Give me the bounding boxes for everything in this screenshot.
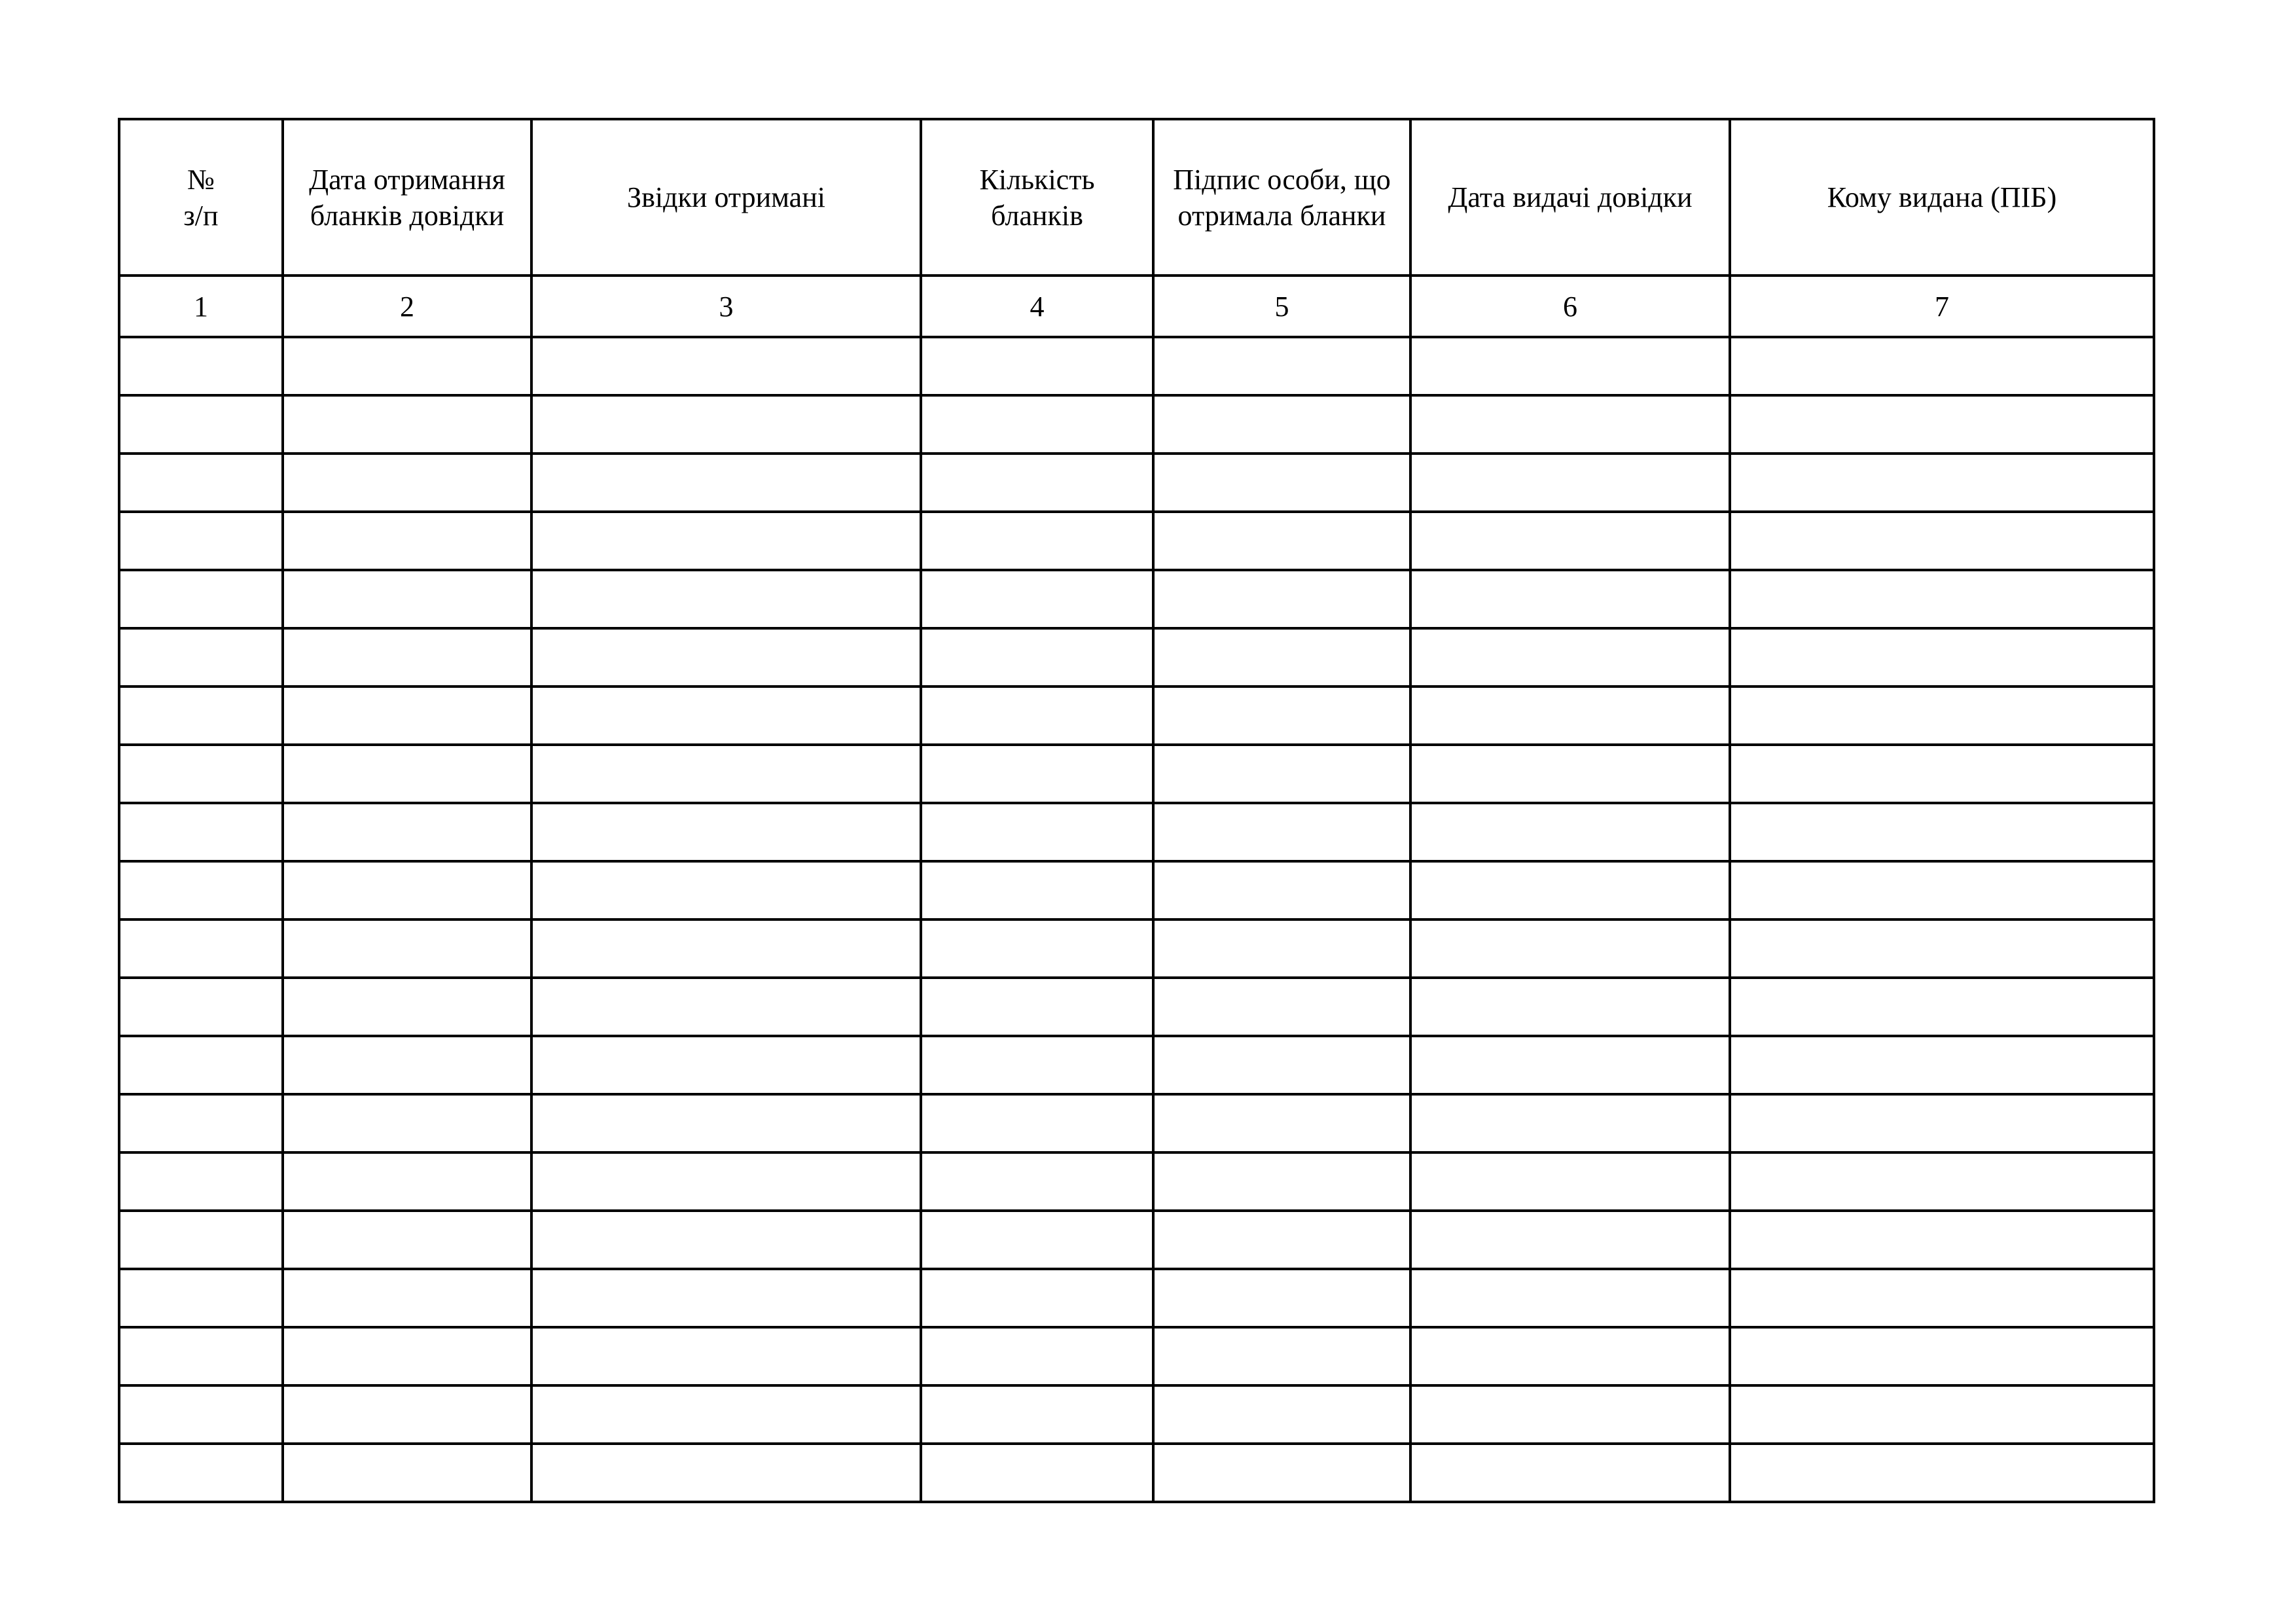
table-cell[interactable] [921,395,1153,454]
table-row [119,1444,2154,1502]
table-cell[interactable] [1410,803,1730,861]
table-cell[interactable] [1153,1211,1410,1269]
header-row [119,119,2154,276]
table-cell[interactable] [531,803,921,861]
table-row [119,1152,2154,1211]
table-cell[interactable] [119,919,283,978]
table-row [119,687,2154,745]
table-cell[interactable] [283,1094,531,1152]
table-cell[interactable] [921,745,1153,803]
table-cell[interactable] [283,978,531,1036]
table-cell[interactable] [921,803,1153,861]
table-cell[interactable] [1410,978,1730,1036]
table-cell[interactable] [921,1327,1153,1385]
column-numbers-row [119,276,2154,337]
header-text: Кому видана (ПІБ) [1827,181,2057,213]
header-text: Кількість [979,163,1095,196]
blank-rows [119,337,2154,1502]
table-cell[interactable] [283,1269,531,1327]
table-cell[interactable] [283,337,531,395]
table-cell[interactable] [1410,1152,1730,1211]
table-cell[interactable] [921,861,1153,919]
table-cell[interactable] [283,803,531,861]
table-cell[interactable] [1730,1094,2154,1152]
table-cell[interactable] [1153,1444,1410,1502]
table-cell[interactable] [921,1211,1153,1269]
table-cell[interactable] [1153,337,1410,395]
table-cell[interactable] [531,570,921,628]
table-cell[interactable] [921,512,1153,570]
table-row [119,919,2154,978]
table-cell[interactable] [1410,454,1730,512]
table-cell[interactable] [921,919,1153,978]
table-cell[interactable] [1730,803,2154,861]
table-cell[interactable] [1153,978,1410,1036]
table-cell[interactable] [119,395,283,454]
table-cell[interactable] [119,1444,283,1502]
table-cell[interactable] [531,687,921,745]
table-cell[interactable] [283,570,531,628]
table-cell[interactable] [531,1094,921,1152]
table-cell[interactable] [1153,1036,1410,1094]
table-row [119,337,2154,395]
table-cell[interactable] [1730,1269,2154,1327]
table-cell[interactable] [1730,978,2154,1036]
table-cell[interactable] [1410,570,1730,628]
table-cell[interactable] [1153,512,1410,570]
table-row [119,1269,2154,1327]
table-cell[interactable] [1730,570,2154,628]
table-cell[interactable] [1410,337,1730,395]
table-row [119,570,2154,628]
table-cell[interactable] [1730,1211,2154,1269]
table-cell[interactable] [531,1211,921,1269]
table-cell[interactable] [1730,1444,2154,1502]
table-cell[interactable] [1410,1385,1730,1444]
table-cell[interactable] [119,745,283,803]
header-text: Звідки отримані [627,181,825,213]
table-cell[interactable] [119,687,283,745]
table-cell[interactable] [921,1444,1153,1502]
table-cell[interactable] [531,861,921,919]
header-text: бланків [991,199,1083,232]
header-cell-number [119,119,283,276]
table-cell[interactable] [1410,919,1730,978]
table-cell[interactable] [1153,454,1410,512]
table-cell[interactable] [119,803,283,861]
table-cell[interactable] [1153,570,1410,628]
column-number-cell: 7 [1730,276,2154,337]
header-cell-source [531,119,921,276]
table-cell[interactable] [921,978,1153,1036]
table-cell[interactable] [283,1385,531,1444]
table-cell[interactable] [921,454,1153,512]
table-cell[interactable] [531,1385,921,1444]
table-cell[interactable] [283,512,531,570]
header-cell-receipt-date [283,119,531,276]
table-cell[interactable] [1730,1036,2154,1094]
table-cell[interactable] [1730,687,2154,745]
table-cell[interactable] [531,1327,921,1385]
table-cell[interactable] [531,919,921,978]
table-cell[interactable] [1410,745,1730,803]
table-cell[interactable] [283,1211,531,1269]
table-row [119,1327,2154,1385]
table-cell[interactable] [531,337,921,395]
table-cell[interactable] [1410,1036,1730,1094]
header-text: Дата отримання [309,163,505,196]
column-number-cell: 2 [283,276,531,337]
table-row [119,628,2154,687]
table-cell[interactable] [1153,745,1410,803]
table-row [119,512,2154,570]
table-cell[interactable] [119,1152,283,1211]
table-cell[interactable] [283,745,531,803]
table-cell[interactable] [283,1444,531,1502]
table-cell[interactable] [921,1385,1153,1444]
table-cell[interactable] [283,1327,531,1385]
table-row [119,745,2154,803]
table-cell[interactable] [1410,861,1730,919]
table-cell[interactable] [1730,512,2154,570]
table-cell[interactable] [1153,395,1410,454]
table-cell[interactable] [283,1036,531,1094]
table-cell[interactable] [921,1036,1153,1094]
column-number-cell: 3 [531,276,921,337]
table-cell[interactable] [531,628,921,687]
table-cell[interactable] [119,1211,283,1269]
table-cell[interactable] [1153,687,1410,745]
header-cell-recipient [1730,119,2154,276]
table-cell[interactable] [531,1444,921,1502]
column-number-cell: 6 [1410,276,1730,337]
table-cell[interactable] [119,512,283,570]
table-cell[interactable] [1153,861,1410,919]
table-cell[interactable] [283,454,531,512]
table-cell[interactable] [1153,1269,1410,1327]
table-cell[interactable] [1730,1327,2154,1385]
table-cell[interactable] [531,1036,921,1094]
header-text: бланків довідки [310,199,505,232]
table-cell[interactable] [119,1327,283,1385]
table-cell[interactable] [283,1152,531,1211]
header-cell-quantity [921,119,1153,276]
table-cell[interactable] [1730,745,2154,803]
table-cell[interactable] [1153,1152,1410,1211]
table-cell[interactable] [1730,1385,2154,1444]
table-cell[interactable] [531,395,921,454]
table-cell[interactable] [531,745,921,803]
header-text: отримала бланки [1177,199,1386,232]
table-cell[interactable] [1153,1327,1410,1385]
table-cell[interactable] [1410,1444,1730,1502]
table-cell[interactable] [119,978,283,1036]
table-row [119,1094,2154,1152]
table-cell[interactable] [921,687,1153,745]
table-cell[interactable] [119,1269,283,1327]
table-cell[interactable] [1410,1211,1730,1269]
table-cell[interactable] [1730,861,2154,919]
table-cell[interactable] [283,687,531,745]
table-cell[interactable] [921,337,1153,395]
column-number-cell: 4 [921,276,1153,337]
table-cell[interactable] [1730,395,2154,454]
table-cell[interactable] [1410,1094,1730,1152]
table-cell[interactable] [1730,454,2154,512]
table-row [119,861,2154,919]
table-cell[interactable] [119,1094,283,1152]
table-cell[interactable] [1410,512,1730,570]
table-row [119,803,2154,861]
table-cell[interactable] [1730,919,2154,978]
table-cell[interactable] [119,570,283,628]
header-text: Підпис особи, що [1173,163,1391,196]
table-cell[interactable] [1730,337,2154,395]
header-text: Дата видачі довідки [1448,181,1693,213]
table-cell[interactable] [921,628,1153,687]
table-row [119,1385,2154,1444]
table-cell[interactable] [119,454,283,512]
table-cell[interactable] [531,512,921,570]
table-row [119,454,2154,512]
table-cell[interactable] [119,1385,283,1444]
table-row [119,978,2154,1036]
table-row [119,1036,2154,1094]
table-cell[interactable] [283,628,531,687]
table-cell[interactable] [1410,687,1730,745]
table-cell[interactable] [1153,919,1410,978]
table-row [119,1211,2154,1269]
table-cell[interactable] [1730,1152,2154,1211]
table-cell[interactable] [1153,628,1410,687]
table-cell[interactable] [283,861,531,919]
table-cell[interactable] [1153,1094,1410,1152]
table-cell[interactable] [531,978,921,1036]
header-text: з/п [183,199,219,232]
column-number-cell: 5 [1153,276,1410,337]
table-cell[interactable] [1730,628,2154,687]
table-cell[interactable] [1410,1269,1730,1327]
table-row [119,395,2154,454]
table-cell[interactable] [119,628,283,687]
table-cell[interactable] [283,919,531,978]
table-cell[interactable] [921,1094,1153,1152]
table-cell[interactable] [119,1036,283,1094]
table-cell[interactable] [921,1269,1153,1327]
register-table [118,118,2155,1503]
table-cell[interactable] [531,454,921,512]
table-cell[interactable] [1153,803,1410,861]
header-text: № [187,163,215,196]
table-cell[interactable] [1410,628,1730,687]
table-cell[interactable] [1410,1327,1730,1385]
table-cell[interactable] [1410,395,1730,454]
header-cell-issue-date [1410,119,1730,276]
table-cell[interactable] [531,1152,921,1211]
table-cell[interactable] [119,861,283,919]
header-cell-signature [1153,119,1410,276]
table-cell[interactable] [119,337,283,395]
table-cell[interactable] [283,395,531,454]
table-cell[interactable] [1153,1385,1410,1444]
table-cell[interactable] [921,570,1153,628]
table-cell[interactable] [921,1152,1153,1211]
table-cell[interactable] [531,1269,921,1327]
column-number-cell: 1 [119,276,283,337]
